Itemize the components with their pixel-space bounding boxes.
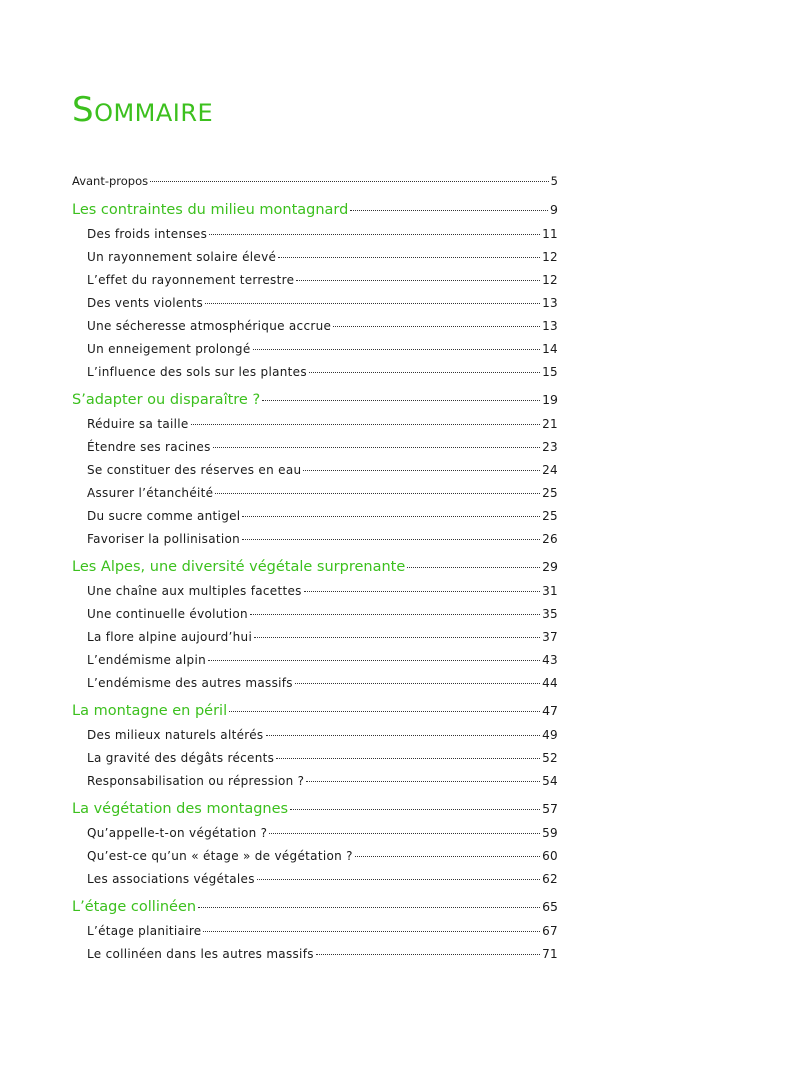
toc-entry-label: Des vents violents: [87, 296, 204, 310]
toc-entry-page: 26: [542, 532, 558, 546]
dot-leader: [150, 181, 549, 182]
chapter-list: [72, 197, 558, 966]
toc-section-entry[interactable]: [72, 845, 558, 868]
toc-section-entry[interactable]: [72, 672, 558, 695]
toc-entry-label: Qu’est-ce qu’un « étage » de végétation ?: [87, 849, 353, 863]
toc-entry-page: 5: [550, 174, 558, 188]
toc-chapter-entry[interactable]: [72, 796, 558, 822]
toc-section-entry[interactable]: [72, 361, 558, 384]
dot-leader: [296, 280, 540, 281]
toc-section-entry[interactable]: [72, 868, 558, 891]
toc-section-entry[interactable]: [72, 943, 558, 966]
toc-entry-label: Les contraintes du milieu montagnard: [72, 202, 349, 218]
toc-entry-label: Avant-propos: [72, 174, 149, 188]
toc-entry-label: Un enneigement prolongé: [87, 342, 251, 356]
toc-chapter-entry[interactable]: [72, 894, 558, 920]
dot-leader: [355, 856, 540, 857]
toc-entry-label: Des milieux naturels altérés: [87, 728, 264, 742]
toc-entry-page: 13: [542, 319, 558, 333]
toc-section-entry[interactable]: [72, 528, 558, 551]
toc-entry-page: 67: [542, 924, 558, 938]
toc-entry-page: 11: [542, 227, 558, 241]
toc-entry-page: 19: [542, 392, 558, 407]
toc-entry-label: Assurer l’étanchéité: [87, 486, 214, 500]
toc-entry-label: La montagne en péril: [72, 703, 228, 719]
dot-leader: [306, 781, 540, 782]
toc-entry-page: 24: [542, 463, 558, 477]
toc-section-entry[interactable]: [72, 649, 558, 672]
toc-section-entry[interactable]: [72, 603, 558, 626]
toc-entry-page: 21: [542, 417, 558, 431]
toc-entry-label: Une continuelle évolution: [87, 607, 248, 621]
toc-entry-page: 31: [542, 584, 558, 598]
toc-entry-page: 37: [542, 630, 558, 644]
toc-entry-label: Un rayonnement solaire élevé: [87, 250, 277, 264]
chapter-group: [72, 554, 558, 695]
toc-section-entry[interactable]: [72, 436, 558, 459]
toc-entry-label: L’endémisme des autres massifs: [87, 676, 293, 690]
dot-leader: [242, 516, 540, 517]
toc-section-entry[interactable]: [72, 482, 558, 505]
toc-section-entry[interactable]: [72, 292, 558, 315]
toc-entry-page: 62: [542, 872, 558, 886]
toc-entry-label: Réduire sa taille: [87, 417, 189, 431]
toc-entry-page: 60: [542, 849, 558, 863]
dot-leader: [250, 614, 540, 615]
toc-entry-label: S’adapter ou disparaître ?: [72, 392, 261, 408]
toc-entry-label: L’étage collinéen: [72, 899, 197, 915]
dot-leader: [262, 400, 540, 401]
toc-entry-page: 59: [542, 826, 558, 840]
dot-leader: [290, 809, 540, 810]
toc-entry-label: Les Alpes, une diversité végétale surprenante: [72, 559, 406, 575]
toc-entry-page: 12: [542, 273, 558, 287]
toc-entry-page: 35: [542, 607, 558, 621]
toc-entry-page: 43: [542, 653, 558, 667]
chapter-group: [72, 387, 558, 551]
toc-entry-page: 14: [542, 342, 558, 356]
chapter-group: [72, 197, 558, 384]
toc-entry-page: 12: [542, 250, 558, 264]
dot-leader: [203, 931, 540, 932]
toc-chapter-entry[interactable]: [72, 387, 558, 413]
toc-intro-entry[interactable]: [72, 168, 558, 194]
dot-leader: [213, 447, 541, 448]
toc-entry-page: 25: [542, 509, 558, 523]
toc-entry-label: Qu’appelle-t-on végétation ?: [87, 826, 268, 840]
toc-entry-page: 65: [542, 899, 558, 914]
dot-leader: [209, 234, 540, 235]
dot-leader: [278, 257, 540, 258]
toc-section-entry[interactable]: [72, 724, 558, 747]
toc-entry-page: 54: [542, 774, 558, 788]
toc-chapter-entry[interactable]: [72, 554, 558, 580]
dot-leader: [253, 349, 541, 350]
dot-leader: [198, 907, 540, 908]
dot-leader: [242, 539, 540, 540]
dot-leader: [316, 954, 540, 955]
toc-entry-page: 13: [542, 296, 558, 310]
toc-entry-label: Les associations végétales: [87, 872, 255, 886]
dot-leader: [295, 683, 540, 684]
chapter-group: [72, 796, 558, 891]
chapter-group: [72, 698, 558, 793]
dot-leader: [266, 735, 541, 736]
toc-entry-label: Favoriser la pollinisation: [87, 532, 241, 546]
toc-section-entry[interactable]: [72, 459, 558, 482]
dot-leader: [191, 424, 541, 425]
toc-entry-label: La gravité des dégâts récents: [87, 751, 275, 765]
toc-entry-label: Étendre ses racines: [87, 440, 211, 454]
toc-entry-page: 71: [542, 947, 558, 961]
toc-entry-page: 44: [542, 676, 558, 690]
toc-entry-label: Le collinéen dans les autres massifs: [87, 947, 314, 961]
toc-section-entry[interactable]: [72, 580, 558, 603]
toc-entry-page: 25: [542, 486, 558, 500]
toc-entry-label: La végétation des montagnes: [72, 801, 289, 817]
toc-section-entry[interactable]: [72, 223, 558, 246]
toc-entry-page: 23: [542, 440, 558, 454]
toc-section-entry[interactable]: [72, 315, 558, 338]
toc-entry-page: 15: [542, 365, 558, 379]
toc-section-entry[interactable]: [72, 246, 558, 269]
toc-section-entry[interactable]: [72, 269, 558, 292]
toc-entry-label: L’effet du rayonnement terrestre: [87, 273, 295, 287]
toc-entry-page: 47: [542, 703, 558, 718]
toc-entry-label: Du sucre comme antigel: [87, 509, 241, 523]
toc-chapter-entry[interactable]: [72, 197, 558, 223]
dot-leader: [350, 210, 548, 211]
toc-entry-label: L’influence des sols sur les plantes: [87, 365, 307, 379]
dot-leader: [309, 372, 540, 373]
toc-section-entry[interactable]: [72, 770, 558, 793]
toc-section-entry[interactable]: [72, 338, 558, 361]
toc-entry-label: Se constituer des réserves en eau: [87, 463, 302, 477]
chapter-group: [72, 894, 558, 966]
toc-section-entry[interactable]: [72, 822, 558, 845]
toc-entry-page: 49: [542, 728, 558, 742]
toc-entry-label: Une sécheresse atmosphérique accrue: [87, 319, 332, 333]
toc-entry-label: Responsabilisation ou répression ?: [87, 774, 305, 788]
toc-entry-label: L’étage planitiaire: [87, 924, 202, 938]
table-of-contents: [72, 168, 558, 966]
toc-section-entry[interactable]: [72, 505, 558, 528]
toc-entry-label: Une chaîne aux multiples facettes: [87, 584, 302, 598]
toc-entry-label: La flore alpine aujourd’hui: [87, 630, 253, 644]
dot-leader: [303, 470, 540, 471]
toc-entry-label: Des froids intenses: [87, 227, 208, 241]
dot-leader: [269, 833, 540, 834]
toc-section-entry[interactable]: [72, 413, 558, 436]
dot-leader: [205, 303, 540, 304]
dot-leader: [304, 591, 540, 592]
toc-entry-page: 52: [542, 751, 558, 765]
toc-section-entry[interactable]: [72, 747, 558, 770]
dot-leader: [254, 637, 540, 638]
dot-leader: [333, 326, 540, 327]
dot-leader: [229, 711, 540, 712]
dot-leader: [215, 493, 540, 494]
dot-leader: [257, 879, 540, 880]
toc-entry-page: 9: [550, 202, 558, 217]
toc-entry-label: L’endémisme alpin: [87, 653, 206, 667]
toc-entry-page: 29: [542, 559, 558, 574]
toc-entry-page: 57: [542, 801, 558, 816]
toc-section-entry[interactable]: [72, 626, 558, 649]
toc-section-entry[interactable]: [72, 920, 558, 943]
page-title: Sommaire: [72, 90, 214, 130]
toc-chapter-entry[interactable]: [72, 698, 558, 724]
dot-leader: [208, 660, 540, 661]
dot-leader: [276, 758, 540, 759]
dot-leader: [407, 567, 540, 568]
